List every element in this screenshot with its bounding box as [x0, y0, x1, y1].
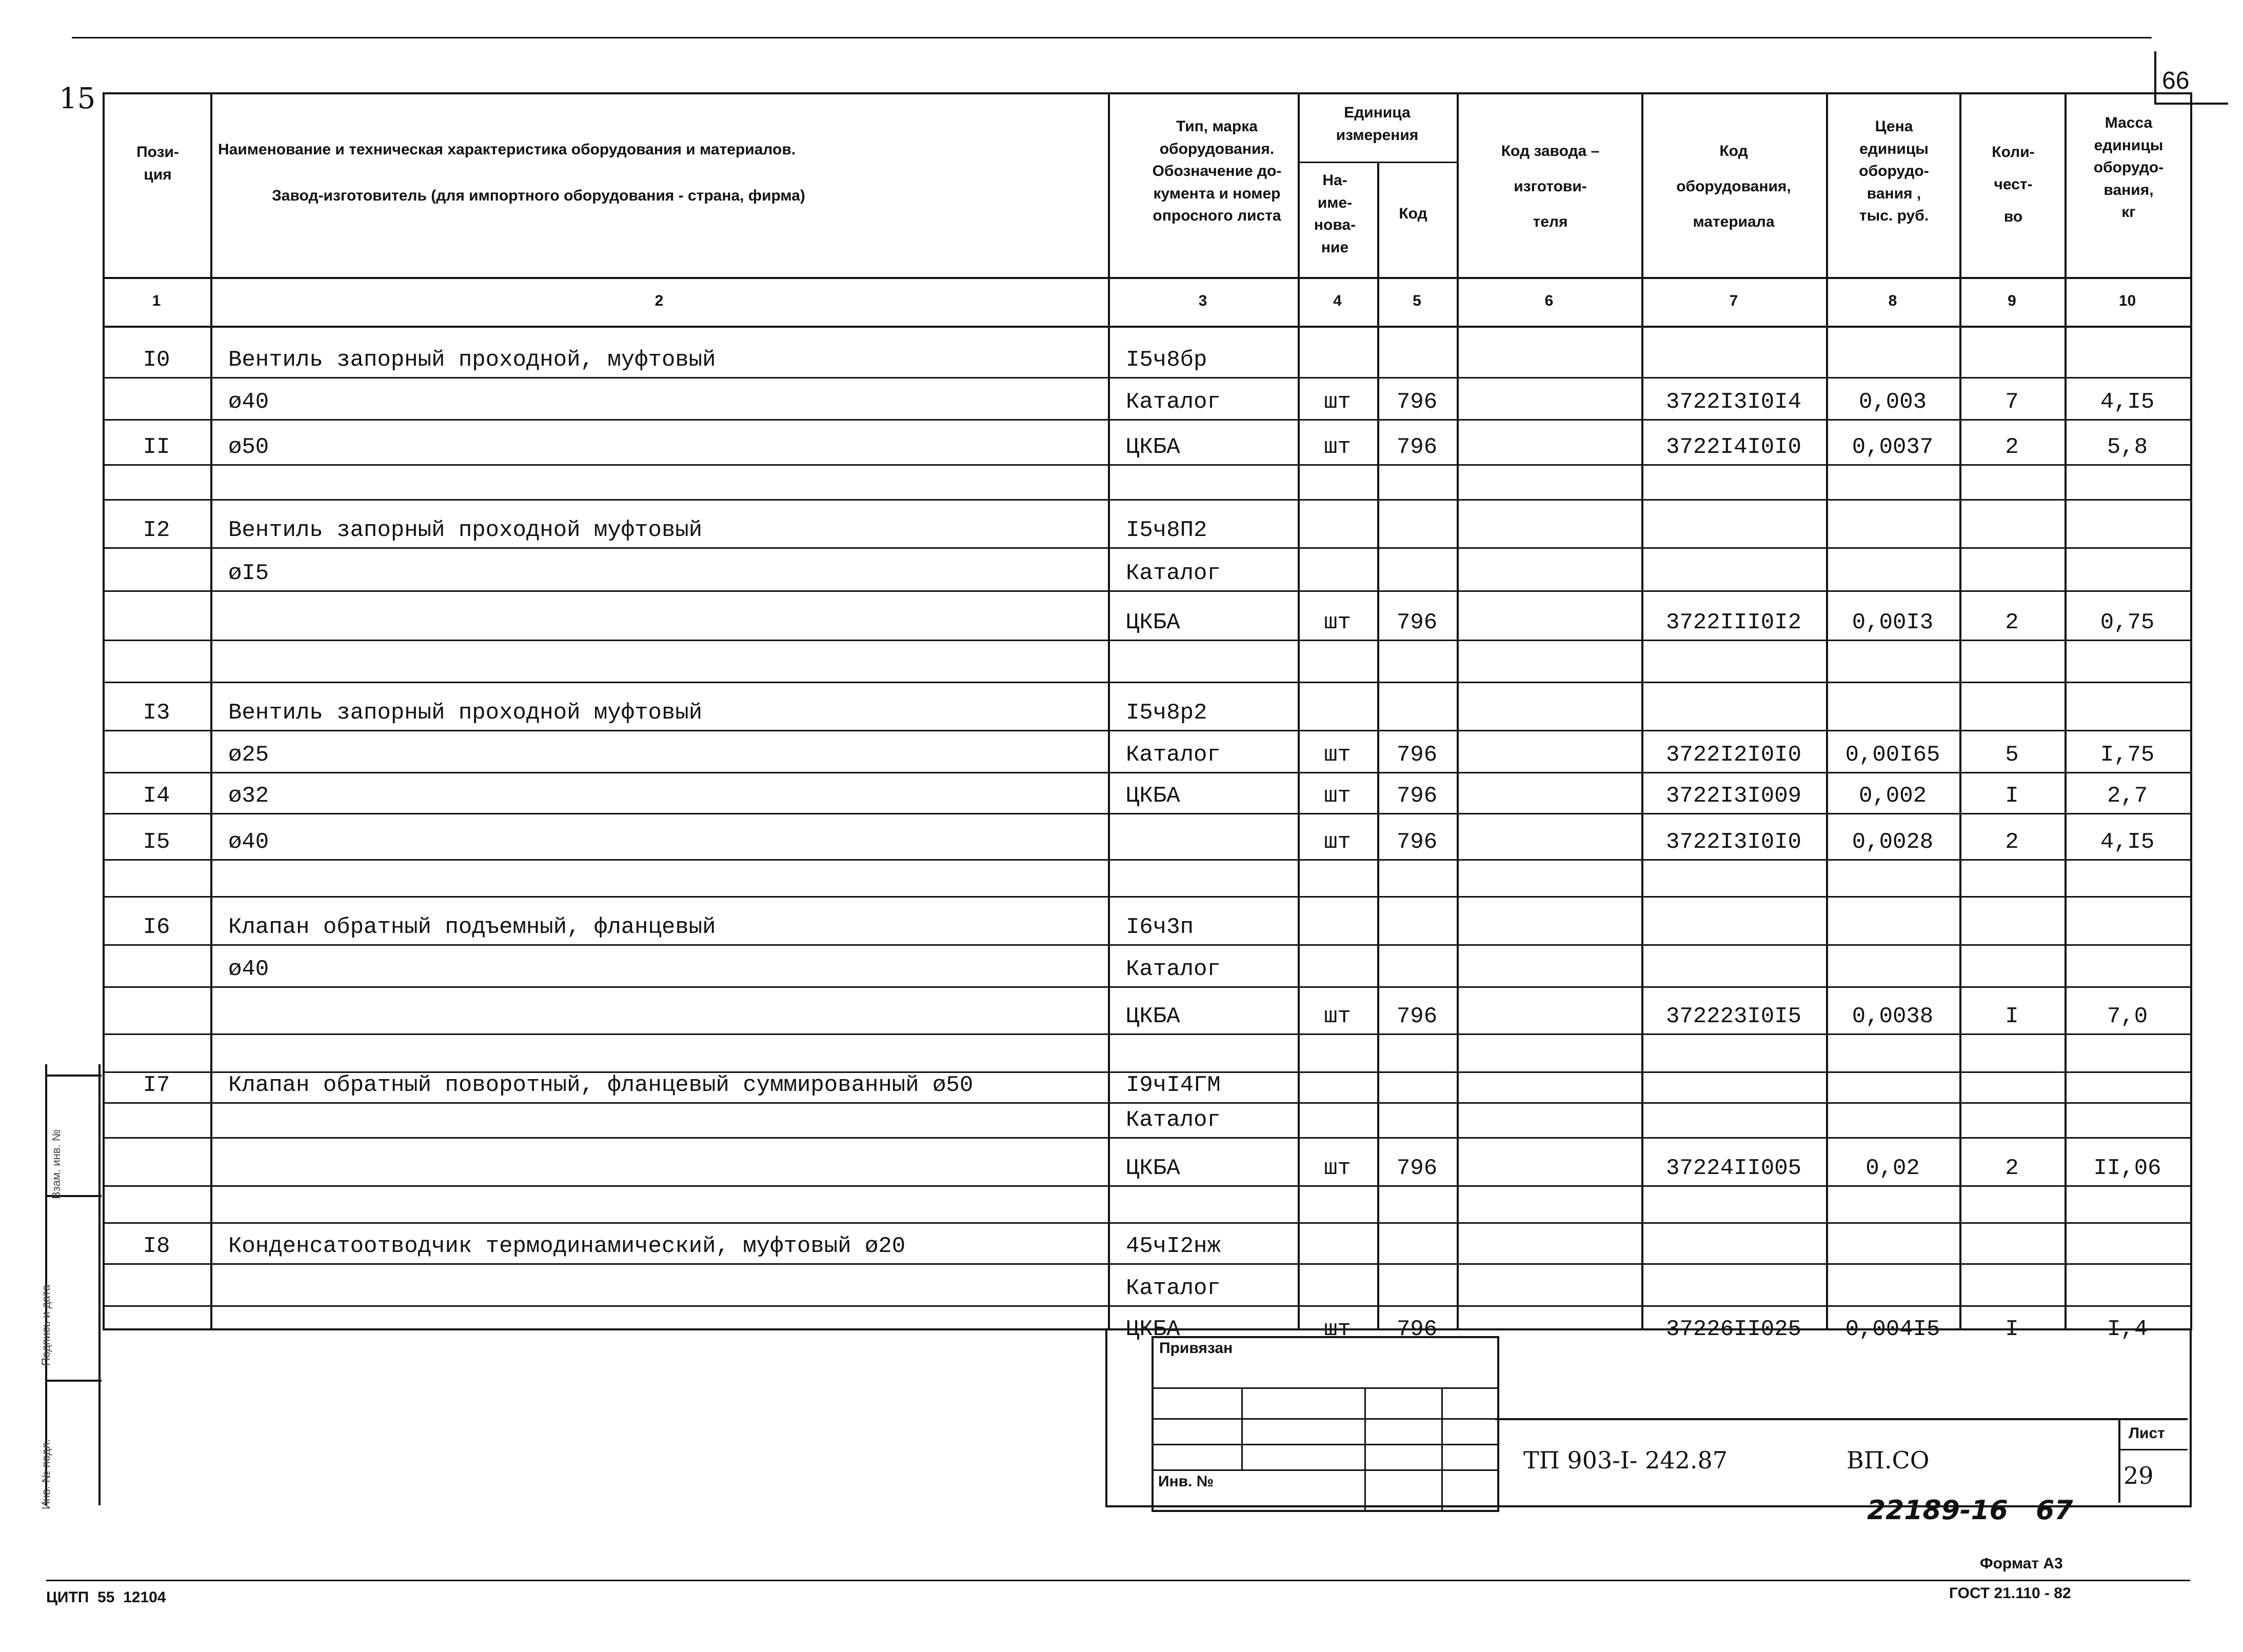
header-factory-code: Код завода – изготови- теля: [1501, 143, 1600, 230]
cell-type: I5ч8бр: [1126, 347, 1207, 373]
cell-price: 0,00I65: [1845, 742, 1940, 768]
bound-label: Привязан: [1159, 1340, 1233, 1357]
sheet-box-line: [2118, 1449, 2188, 1450]
gost-label: ГОСТ 21.110 - 82: [1949, 1585, 2071, 1602]
header-unit-code: Код: [1399, 205, 1427, 222]
top-border-line: [72, 37, 2152, 38]
table-row: [103, 1137, 2190, 1185]
cell-type: 45чI2нж: [1126, 1233, 1221, 1259]
cell-pos: I5: [143, 829, 170, 855]
cell-pos: I0: [143, 347, 170, 373]
cell-mass: 2,7: [2107, 783, 2148, 809]
col-number-6: 6: [1544, 292, 1554, 309]
cell-mass: 7,0: [2107, 1004, 2148, 1029]
format-label: Формат А3: [1980, 1555, 2063, 1572]
cell-name: Конденсатоотводчик термодинамический, муфтовый ø20: [228, 1233, 906, 1259]
cell-code: 796: [1396, 434, 1438, 460]
cell-mat: 3722I3I0I4: [1665, 389, 1802, 415]
cell-pos: I7: [143, 1072, 170, 1098]
cell-code: 796: [1396, 610, 1438, 635]
cell-qty: 2: [2005, 434, 2019, 460]
cell-type: ЦКБА: [1126, 1317, 1180, 1342]
cell-name: Вентиль запорный проходной муфтовый: [228, 700, 703, 726]
cell-name: Вентиль запорный проходной муфтовый: [228, 518, 703, 543]
table-row: [103, 1222, 2190, 1263]
header-quantity: Коли- чест- во: [1992, 144, 2035, 225]
doc-mark: ВП.СО: [1847, 1446, 1930, 1474]
cell-qty: 2: [2005, 610, 2019, 635]
header-position: Пози- ция: [136, 144, 179, 183]
cell-price: 0,0038: [1852, 1004, 1934, 1029]
bound-vline-1: [1241, 1387, 1243, 1469]
sheet-number: 29: [2123, 1462, 2154, 1489]
table-row: [103, 547, 2190, 590]
cell-unit: шт: [1324, 610, 1351, 635]
cell-price: 0,0037: [1852, 434, 1934, 460]
cell-unit: шт: [1324, 1004, 1351, 1029]
cell-mass: II,06: [2093, 1156, 2161, 1181]
header-unit-name: На- име- нова- ние: [1314, 172, 1356, 256]
header-name-line1: Наименование и техническая характеристика оборудования и материалов.: [218, 141, 796, 158]
cell-unit: шт: [1324, 389, 1351, 415]
cell-price: 0,004I5: [1845, 1317, 1940, 1342]
doc-code: ТП 903-I- 242.87: [1523, 1446, 1728, 1474]
cell-pos: I8: [143, 1233, 170, 1259]
table-row: [103, 499, 2190, 547]
cell-type: Каталог: [1126, 1107, 1221, 1133]
table-row: [103, 1071, 2190, 1102]
cell-qty: 5: [2005, 742, 2019, 768]
col-number-1: 1: [152, 292, 161, 309]
cell-qty: 2: [2005, 1156, 2019, 1181]
cell-type: Каталог: [1126, 1276, 1221, 1301]
cell-mat: 3722III0I2: [1665, 610, 1802, 635]
sheet-label: Лист: [2129, 1425, 2165, 1442]
cell-code: 796: [1396, 742, 1438, 768]
cell-price: 0,002: [1858, 783, 1927, 809]
cell-type: Каталог: [1126, 561, 1221, 586]
cell-name: ø40: [228, 389, 269, 415]
cell-mat: 372223I0I5: [1665, 1004, 1802, 1029]
header-bottom-line: [103, 277, 2190, 279]
col-number-3: 3: [1198, 292, 1207, 309]
cell-name: Клапан обратный поворотный, фланцевый суммированный ø50: [228, 1072, 974, 1098]
table-row: [103, 944, 2190, 986]
cell-mat: 3722I3I0I0: [1665, 829, 1802, 855]
table-row: [103, 590, 2190, 640]
cell-pos: I3: [143, 700, 170, 726]
cell-unit: шт: [1324, 742, 1351, 768]
cell-unit: шт: [1324, 783, 1351, 809]
cell-type: Каталог: [1126, 389, 1221, 415]
header-name-line2: Завод-изготовитель (для импортного оборудования - страна, фирма): [272, 187, 805, 204]
table-row: [103, 730, 2190, 772]
cell-type: Каталог: [1126, 957, 1221, 982]
cell-mat: 3722I3I009: [1665, 783, 1802, 809]
cell-type: ЦКБА: [1126, 610, 1180, 635]
header-type: Тип, марка оборудования. Обозначение до- кумента и номер опросного листа: [1152, 118, 1282, 224]
cell-code: 796: [1396, 1156, 1438, 1181]
cell-name: ø50: [228, 434, 269, 460]
cell-mass: I,4: [2107, 1317, 2148, 1342]
cell-type: I6ч3п: [1126, 914, 1194, 940]
col-number-9: 9: [2008, 292, 2016, 309]
cell-pos: I6: [143, 914, 170, 940]
bound-line-4: [1152, 1469, 1497, 1471]
table-row: [103, 859, 2190, 896]
cell-qty: I: [2005, 783, 2019, 809]
cell-code: 796: [1396, 1317, 1438, 1342]
bound-line-1: [1152, 1387, 1497, 1389]
table-row: [103, 813, 2190, 859]
cell-mass: 4,I5: [2100, 829, 2155, 855]
cell-unit: шт: [1324, 829, 1351, 855]
table-row: [103, 326, 2190, 377]
cell-type: ЦКБА: [1126, 783, 1180, 809]
table-row: [103, 772, 2190, 813]
cell-price: 0,02: [1865, 1156, 1920, 1181]
header-unit-group: Единица измерения: [1336, 104, 1419, 144]
cell-mat: 37224II005: [1665, 1156, 1802, 1181]
table-row: [103, 986, 2190, 1033]
left-page-number: 15: [59, 82, 96, 115]
cell-name: Вентиль запорный проходной, муфтовый: [228, 347, 716, 373]
cell-price: 0,00I3: [1852, 610, 1934, 635]
corner-sheet-number: 66: [2162, 67, 2190, 94]
cell-mass: I,75: [2100, 742, 2155, 768]
cell-code: 796: [1396, 829, 1438, 855]
bound-line-3: [1152, 1444, 1497, 1445]
col-number-10: 10: [2118, 292, 2136, 309]
side-stamp-label-3: Инв. № подл.: [39, 1439, 52, 1509]
cell-unit: шт: [1324, 434, 1351, 460]
cell-price: 0,003: [1858, 389, 1927, 415]
side-stamp-label-1: Взам. инв. №: [50, 1129, 63, 1199]
table-row: [103, 1263, 2190, 1305]
side-stamp-label-2: Подпись и дата: [39, 1284, 52, 1366]
cell-type: Каталог: [1126, 742, 1221, 768]
cell-mat: 3722I4I0I0: [1665, 434, 1802, 460]
equipment-table: [103, 92, 2190, 1342]
cell-unit: шт: [1324, 1317, 1351, 1342]
archive-number: 22189-16 67: [1867, 1495, 2073, 1526]
bound-vline-2: [1364, 1387, 1366, 1510]
inv-label: Инв. №: [1158, 1473, 1214, 1490]
cell-type: I5ч8П2: [1126, 518, 1207, 543]
side-stamp-line-3: [45, 1380, 102, 1382]
cell-code: 796: [1396, 1004, 1438, 1029]
cell-type: ЦКБА: [1126, 434, 1180, 460]
col-number-5: 5: [1413, 292, 1421, 309]
cell-name: ø40: [228, 957, 269, 982]
table-row: [103, 896, 2190, 944]
col-number-2: 2: [654, 292, 664, 309]
title-block-divider: [1495, 1418, 2188, 1420]
cell-mat: 3722I2I0I0: [1665, 742, 1802, 768]
header-price: Цена единицы оборудо- вания , тыс. руб.: [1859, 118, 1929, 224]
cell-code: 796: [1396, 783, 1438, 809]
table-row: [103, 1033, 2190, 1071]
col-number-4: 4: [1333, 292, 1342, 309]
cell-qty: 2: [2005, 829, 2019, 855]
cell-mass: 4,I5: [2100, 389, 2155, 415]
bound-line-2: [1152, 1418, 1497, 1420]
cell-type: ЦКБА: [1126, 1004, 1180, 1029]
col-number-7: 7: [1729, 292, 1738, 309]
cell-name: Клапан обратный подъемный, фланцевый: [228, 914, 716, 940]
cell-pos: I2: [143, 518, 170, 543]
cell-name: øI5: [228, 561, 269, 586]
cell-type: ЦКБА: [1126, 1156, 1180, 1181]
table-row: [103, 464, 2190, 499]
cell-name: ø40: [228, 829, 269, 855]
cell-mass: 5,8: [2107, 434, 2148, 460]
cell-qty: I: [2005, 1004, 2019, 1029]
cell-mat: 37226II025: [1665, 1317, 1802, 1342]
cell-qty: I: [2005, 1317, 2019, 1342]
cell-mass: 0,75: [2100, 610, 2155, 635]
table-row: [103, 1102, 2190, 1137]
header-material-code: Код оборудования, материала: [1676, 143, 1791, 230]
cell-price: 0,0028: [1852, 829, 1934, 855]
cell-qty: 7: [2005, 389, 2019, 415]
footer-left-code: ЦИТП 55 12104: [46, 1589, 166, 1606]
table-row: [103, 1185, 2190, 1222]
cell-name: ø32: [228, 783, 269, 809]
cell-pos: I4: [143, 783, 170, 809]
header-mass: Масса единицы оборудо- вания, кг: [2093, 114, 2164, 221]
cell-type: I9чI4ГМ: [1126, 1072, 1221, 1098]
cell-pos: II: [143, 434, 170, 460]
cell-code: 796: [1396, 389, 1438, 415]
table-row: [103, 377, 2190, 419]
table-row: [103, 419, 2190, 464]
col-number-8: 8: [1888, 292, 1897, 309]
cell-type: I5ч8р2: [1126, 700, 1207, 726]
table-row: [103, 682, 2190, 730]
bound-vline-3: [1441, 1387, 1443, 1510]
cell-unit: шт: [1324, 1156, 1351, 1181]
footer-line: [46, 1580, 2190, 1581]
cell-name: ø25: [228, 742, 269, 768]
table-row: [103, 640, 2190, 682]
